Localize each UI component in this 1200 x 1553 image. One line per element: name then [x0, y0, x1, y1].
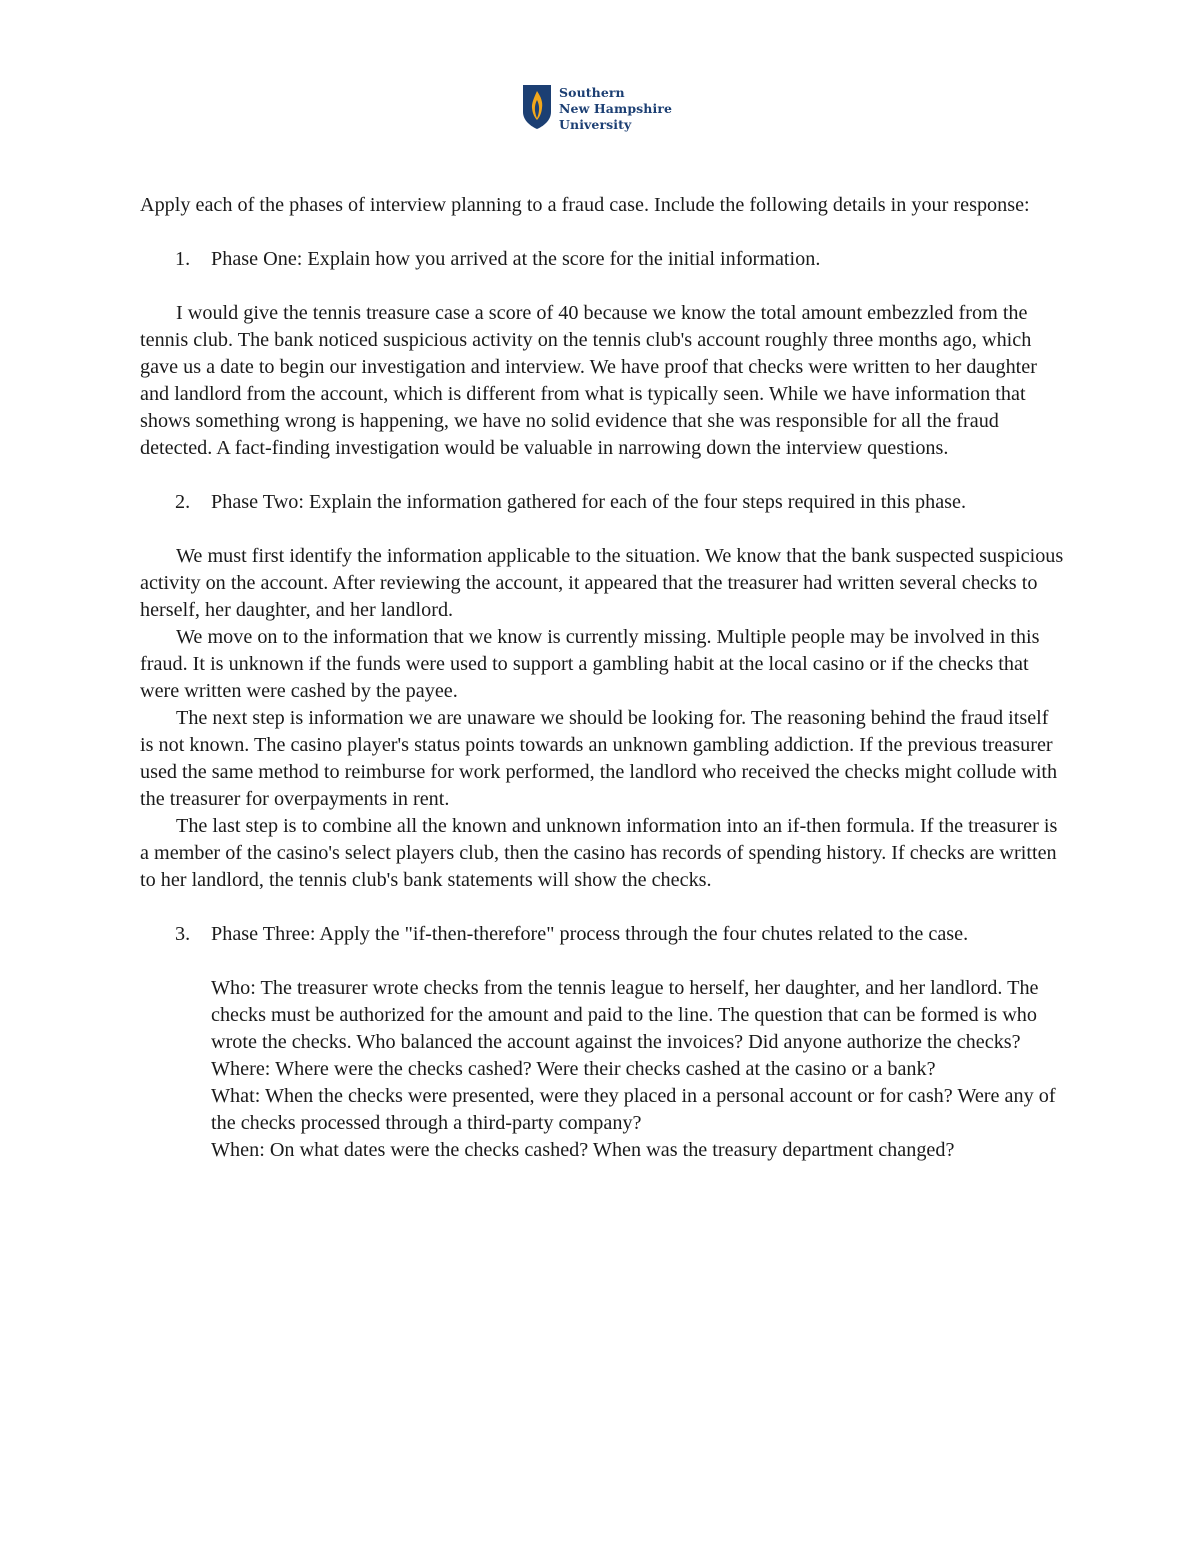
phase-three-item: [175, 921, 1065, 948]
phase-two-paragraph: The last step is to combine all the known and unknown information into an if-then formula. If the treasurer is a member of the casino's select players club, then the casino has records of spending history. If checks are written to her landlord, the tennis club's bank statements will show the checks.: [140, 815, 1058, 891]
document-body: [140, 192, 1065, 1164]
phase-two-paragraph: The next step is information we are unaware we should be looking for. The reasoning behind the fraud itself is not known. The casino player's status points towards an unknown gambling addiction. If the previous treasurer used the same method to reimburse for work performed, the landlord who received the checks might collude with the treasurer for overpayments in rent.: [140, 707, 1058, 810]
chute-who: Who: The treasurer wrote checks from the tennis league to herself, her daughter, and her landlord. The checks must be authorized for the amount and paid to the line. The question that can be formed is who wrote the checks. Who balanced the account against the invoices? Did anyone authorize the checks?: [211, 977, 1039, 1053]
phase-two-paragraph: We must first identify the information applicable to the situation. We know that the bank suspected suspicious activity on the account. After reviewing the account, it appeared that the treasurer had written several checks to herself, her daughter, and her landlord.: [140, 545, 1064, 621]
phase-two-paragraph: We move on to the information that we know is currently missing. Multiple people may be involved in this fraud. It is unknown if the funds were used to support a gambling habit at the local casino or if the checks that were written were cashed by the payee.: [140, 626, 1040, 702]
intro-paragraph: Apply each of the phases of interview planning to a fraud case. Include the following details in your response:: [140, 194, 1030, 216]
list-number: 1.: [175, 248, 191, 270]
logo-wordmark: [559, 85, 672, 133]
list-number: 3.: [175, 923, 191, 945]
logo-line-2: New Hampshire: [559, 101, 673, 116]
phase-one-answer: I would give the tennis treasure case a score of 40 because we know the total amount embezzled from the tennis club. The bank noticed suspicious activity on the tennis club's account roughly three months ago, which gave us a date to begin our investigation and interview. We have proof that checks were written to her daughter and landlord from the account, which is different from what is typically seen. While we have information that shows something wrong is happening, we have no solid evidence that she was responsible for all the fraud detected. A fact-finding investigation would be valuable in narrowing down the interview questions.: [140, 302, 1037, 459]
shield-flame-icon: [522, 84, 552, 130]
list-number: 2.: [175, 491, 191, 513]
phase-one-item: [175, 246, 1065, 273]
phase-two-item: [175, 489, 1065, 516]
logo-line-3: University: [559, 117, 632, 132]
university-logo: [522, 84, 672, 133]
chute-what: What: When the checks were presented, were they placed in a personal account or for cash? Were any of the checks processed through a third-party company?: [211, 1085, 1056, 1134]
chute-when: When: On what dates were the checks cashed? When was the treasury department changed?: [211, 1139, 955, 1161]
chute-where: Where: Where were the checks cashed? Were their checks cashed at the casino or a bank?: [211, 1058, 936, 1080]
logo-line-1: Southern: [559, 85, 625, 100]
phase-two-answer: [140, 543, 1065, 894]
phase-three-chutes: [211, 975, 1065, 1164]
phase-two-prompt: Phase Two: Explain the information gathered for each of the four steps required in this phase.: [211, 491, 967, 513]
phase-three-prompt: Phase Three: Apply the "if-then-therefore" process through the four chutes related to the case.: [211, 923, 969, 945]
phase-one-prompt: Phase One: Explain how you arrived at the score for the initial information.: [211, 248, 821, 270]
